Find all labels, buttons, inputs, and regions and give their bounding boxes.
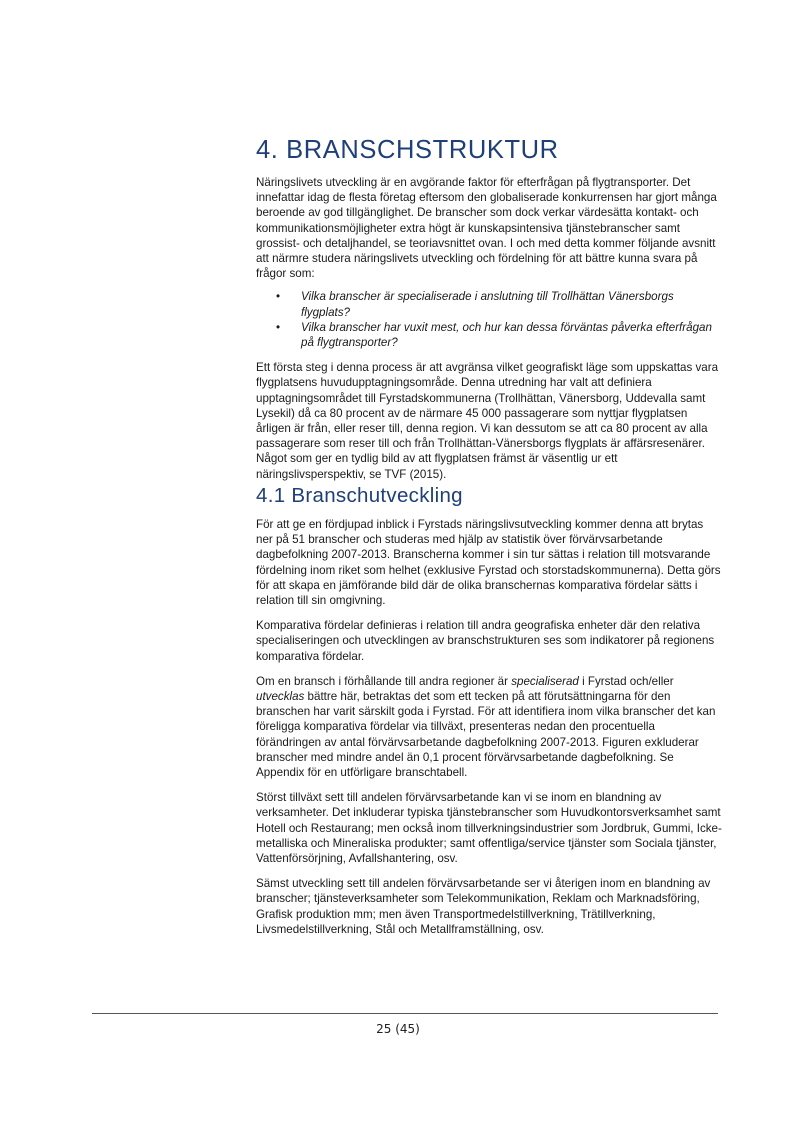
intro-paragraph-2: Ett första steg i denna process är att avgränsa vilket geografiskt läge som uppskattas vara flygplatsens huvudupptagningsområde. Denna utredning har valt att definiera upptagningsområdet till Fyrstadskommunerna (Trollhättan, Vänersborg, Uddevalla samt Lysekil) då ca 80 procent av de närmare 45 000 passagerare som nyttjar flygplatsen årligen är från, eller reser till, denna region. Vi kan dessutom se att ca 80 procent av alla passagerare som reser till och från Trollhättan-Vänersborgs flygplats är affärsresenärer. Något som ger en tydlig bild av att flygplatsen främst är väsentlig ur ett näringslivsperspektiv, se TVF (2015). (256, 361, 719, 481)
intro-paragraph-1: Näringslivets utveckling är en avgörande faktor för efterfrågan på flygtransporter. Det innefattar idag de flesta företag eftersom den globaliserade konkurrensen har gjort många beroende av god tillgänglighet. De branscher som dock verkar värdesätta kontakt- och kommunikationsmöjligheter extra högt är kunskapsintensiva tjänstebranscher samt grossist- och detaljhandel, se teoriavsnittet ovan. I och med detta kommer följande avsnitt att närmre studera näringslivets utveckling och fördelning för att bättre kunna svara på frågor som: (256, 176, 717, 281)
bullet-icon: • (276, 290, 281, 304)
paragraph-text: i Fyrstad och/eller (578, 674, 674, 688)
paragraph-text: Om en bransch i förhållande till andra regioner är (256, 674, 512, 688)
emphasis-specialiserad: specialiserad (511, 674, 579, 688)
footer-divider (92, 1013, 718, 1014)
section-title: 4.1 Branschutveckling (256, 484, 463, 507)
section-block (256, 517, 722, 937)
page-number: 25 (45) (376, 1022, 420, 1036)
question-text: Vilka branscher är specialiserade i anslutning till Trollhättan Vänersborgs flygplats? (301, 290, 674, 319)
section-paragraph-2: Komparativa fördelar definieras i relation till andra geografiska enheter där den relativa specialiseringen och utvecklingen av branschstrukturen ses som indikatorer på regionens komparativa fördelar. (256, 619, 715, 663)
question-list-item (256, 289, 722, 319)
question-list-item (256, 320, 722, 350)
section-paragraph-3 (256, 674, 722, 780)
chapter-title: 4. BRANSCHSTRUKTUR (256, 136, 559, 164)
paragraph-text: bättre här, betraktas det som ett tecken på att förutsättningarna för den branschen har varit särskilt goda i Fyrstad. För att identifiera inom vilka branscher det kan föreligga komparativa fördelar via tillväxt, presenteras nedan den procentuella förändringen av antal förvärvsarbetande dagbefolkning 2007-2013. Figuren exkluderar branscher med mindre andel än 0,1 procent förvärvsarbetande dagbefolkning. Se Appendix för en utförligare branschtabell. (256, 690, 716, 780)
section-paragraph-1: För att ge en fördjupad inblick i Fyrstads näringslivsutveckling kommer denna att brytas ner på 51 branscher och studeras med hjälp av statistik över förvärvsarbetande dagbefolkning 2007-2013. Branscherna kommer i sin tur sättas i relation till motsvarande fördelning inom riket som helhet (exklusive Fyrstad och storstadskommunerna). Detta görs för att skapa en jämförande bild där de olika branschernas komparativa fördelar sätts i relation till sin omgivning. (256, 518, 721, 608)
question-list (256, 289, 722, 350)
intro-block (256, 175, 722, 482)
section-paragraph-4: Störst tillväxt sett till andelen förvärvsarbetande kan vi se inom en blandning av verksamheter. Det inkluderar typiska tjänstebranscher som Huvudkontorsverksamhet samt Hotell och Restaurang; men också inom tillverkningsindustrier som Jordbruk, Gummi, Icke-metalliska och Mineraliska produkter; samt offentliga/service tjänster som Sociala tjänster, Vattenförsörjning, Avfallshantering, osv. (256, 791, 722, 866)
section-paragraph-5: Sämst utveckling sett till andelen förvärvsarbetande ser vi återigen inom en blandning av branscher; tjänsteverksamheter som Telekommunikation, Reklam och Marknadsföring, Grafisk produktion mm; men även Transportmedelstillverkning, Trätillverkning, Livsmedelstillverkning, Stål och Metallframställning, osv. (256, 877, 711, 936)
emphasis-utvecklas: utvecklas (256, 690, 305, 704)
bullet-icon: • (276, 320, 281, 334)
question-text: Vilka branscher har vuxit mest, och hur kan dessa förväntas påverka efterfrågan på flygtransporter? (301, 320, 712, 350)
